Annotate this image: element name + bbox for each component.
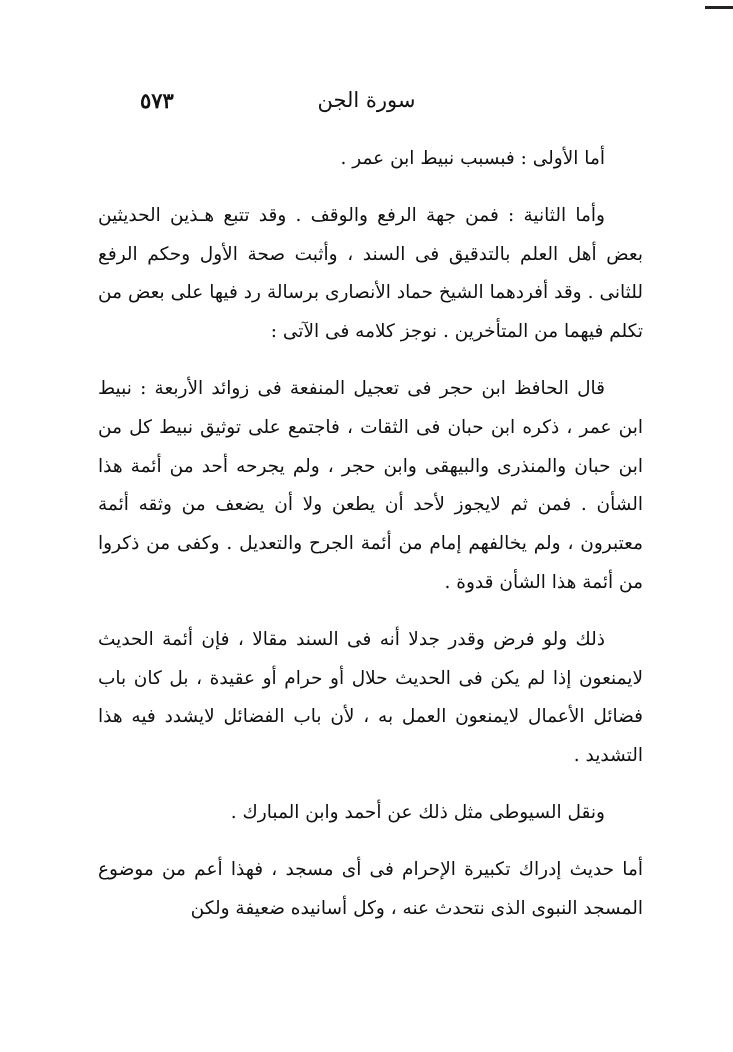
page-number: ٥٧٣	[140, 88, 174, 113]
surah-title: سورة الجن	[317, 88, 416, 112]
text-body	[98, 140, 643, 946]
paragraph-hadith-virtues: ذلك ولو فرض وقدر جدلا أنه فى السند مقالا ، فإن أئمة الحديث لايمنعون إذا لم يكن فى الحديث حلال أو حرام أو عقيدة ، بل كان باب فضائل الأعمال لايمنعون العمل به ، لأن باب الفضائل لايشدد فيه هذا التشديد .	[98, 628, 643, 767]
page-header	[0, 88, 733, 118]
paragraph-second-reason: وأما الثانية : فمن جهة الرفع والوقف . وقد تتبع هـذين الحديثين بعض أهل العلم بالتدقيق فى السند ، وأثبت صحة الأول وحكم الرفع للثانى . وقد أفردهما الشيخ حماد الأنصارى برسالة رد فيها على بعض من تكلم فيهما من المتأخرين . نوجز كلامه فى الآتى :	[98, 204, 643, 343]
paragraph-suyuti: ونقل السيوطى مثل ذلك عن أحمد وابن المبارك .	[230, 801, 605, 823]
paragraph-ibn-hajar-quote: قال الحافظ ابن حجر فى تعجيل المنفعة فى زوائد الأربعة : نبيط ابن عمر ، ذكره ابن حبان فى الثقات ، فاجتمع على توثيق نبيط كل من ابن حبان والمنذرى والبيهقى وابن حجر ، ولم يجرحه أحد من أئمة هذا الشأن . فمن ثم لايجوز لأحد أن يطعن ولا أن يضعف من وثقه أئمة معتبرون ، ولم يخالفهم إمام من أئمة الجرح والتعديل . وكفى من ذكروا من أئمة هذا الشأن قدوة .	[98, 377, 643, 593]
corner-scan-mark	[705, 6, 733, 9]
paragraph-takbirat-ihram: أما حديث إدراك تكبيرة الإحرام فى أى مسجد ، فهذا أعم من موضوع المسجد النبوى الذى نتحدث عنه ، وكل أسانيده ضعيفة ولكن	[98, 858, 643, 919]
paragraph-first-reason: أما الأولى : فبسبب نبيط ابن عمر .	[340, 148, 605, 169]
